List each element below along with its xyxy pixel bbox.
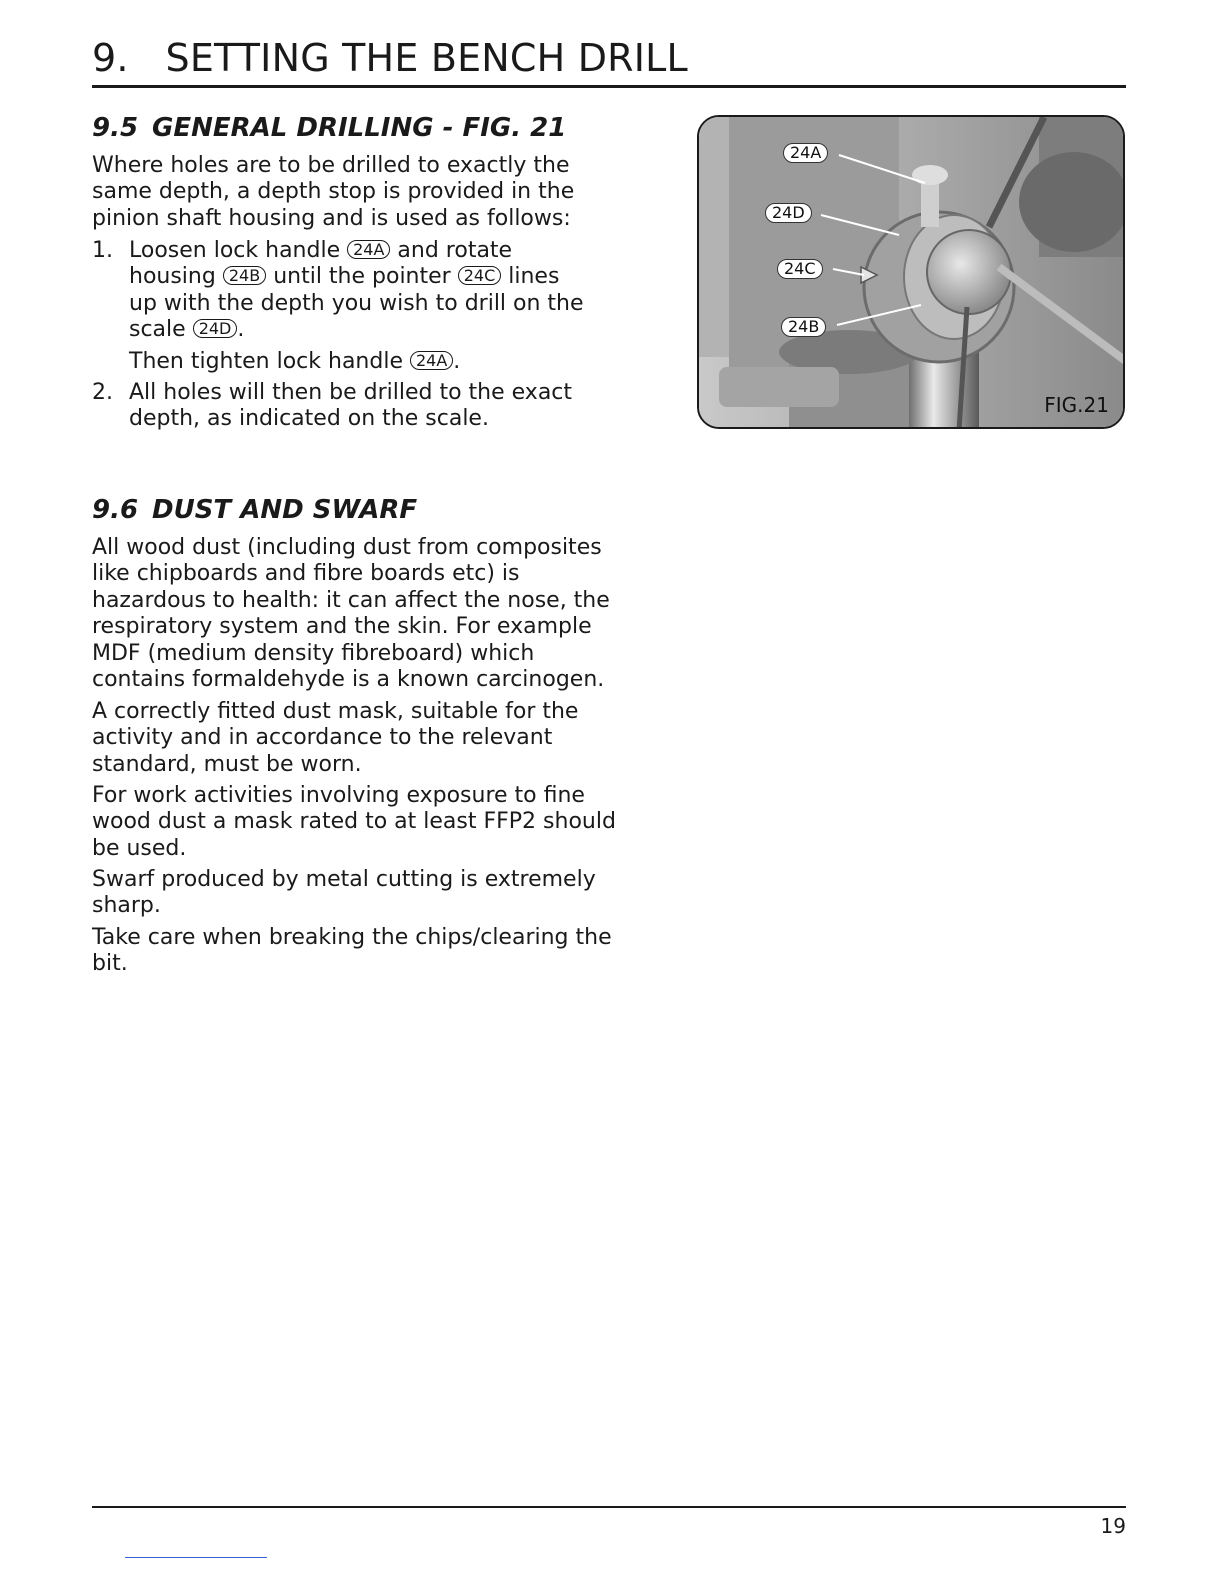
callout-24b: 24B (223, 266, 266, 285)
section-heading-general-drilling (92, 112, 566, 144)
text-line: housing 24B until the pointer 24C lines (129, 264, 560, 290)
text-line: sharp. (92, 893, 161, 919)
text-line: depth, as indicated on the scale. (129, 406, 489, 432)
link-underline (125, 1557, 267, 1558)
text-line: like chipboards and fibre boards etc) is (92, 561, 520, 587)
callout-24d: 24D (193, 319, 238, 338)
step-number: 1. (92, 238, 113, 263)
text-line: Loosen lock handle 24A and rotate (129, 238, 513, 263)
text-line: Swarf produced by metal cutting is extremely (92, 867, 596, 892)
figure-callout-24b: 24B (781, 317, 826, 337)
title-rule (92, 85, 1126, 88)
text-line: bit. (92, 951, 128, 977)
figure-callout-24c: 24C (777, 259, 823, 279)
text-line: Take care when breaking the chips/clearing the (92, 925, 612, 950)
callout-24a: 24A (347, 240, 390, 259)
bottom-rule (92, 1506, 1126, 1508)
section-title: DUST AND SWARF (152, 495, 418, 525)
text-line: be used. (92, 835, 187, 861)
section-number: 9.6 (92, 495, 139, 525)
text-line: Where holes are to be drilled to exactly the (92, 153, 570, 178)
text-line: For work activities involving exposure to fine (92, 783, 585, 808)
step-number: 2. (92, 380, 113, 405)
dust-paragraph-2 (92, 699, 578, 778)
dust-paragraph-4 (92, 867, 596, 920)
callout-24c: 24C (458, 266, 502, 285)
text-line: activity and in accordance to the relevant (92, 725, 553, 751)
text-line: same depth, a depth stop is provided in the (92, 179, 575, 205)
text-line: Then tighten lock handle 24A . (129, 348, 461, 374)
section-title: GENERAL DRILLING - FIG. 21 (152, 113, 567, 143)
text-line: standard, must be worn. (92, 751, 362, 777)
text-line: MDF (medium density fibreboard) which (92, 640, 535, 666)
intro-paragraph (92, 153, 574, 232)
step-1 (92, 238, 612, 375)
page-title: 9. SETTING THE BENCH DRILL (92, 36, 688, 80)
text-line: scale 24D . (129, 317, 245, 343)
drill-depth-stop-photo (699, 117, 1125, 429)
text-line: A correctly fitted dust mask, suitable for the (92, 699, 579, 724)
figure-callout-24d: 24D (765, 203, 812, 223)
figure-callout-24a: 24A (783, 143, 828, 163)
text-line: pinion shaft housing and is used as follows: (92, 205, 571, 231)
text-line: contains formaldehyde is a known carcinogen. (92, 667, 605, 693)
dust-paragraph-3 (92, 783, 616, 862)
page-number: 19 (1100, 1514, 1126, 1538)
text-line: up with the depth you wish to drill on the (129, 290, 584, 316)
text-line: wood dust a mask rated to at least FFP2 should (92, 809, 616, 835)
text-line: respiratory system and the skin. For example (92, 614, 592, 640)
callout-24a: 24A (410, 351, 453, 370)
text-line: hazardous to health: it can affect the nose, the (92, 587, 610, 613)
figure-caption: FIG.21 (1044, 393, 1109, 417)
step-2 (92, 380, 612, 433)
dust-paragraph-5 (92, 925, 612, 978)
figure-21 (697, 115, 1125, 429)
section-heading-dust-and-swarf (92, 494, 417, 526)
text-line: All wood dust (including dust from composites (92, 535, 602, 560)
dust-paragraph-1 (92, 535, 610, 693)
section-number: 9.5 (92, 113, 139, 143)
text-line: All holes will then be drilled to the exact (129, 380, 573, 405)
